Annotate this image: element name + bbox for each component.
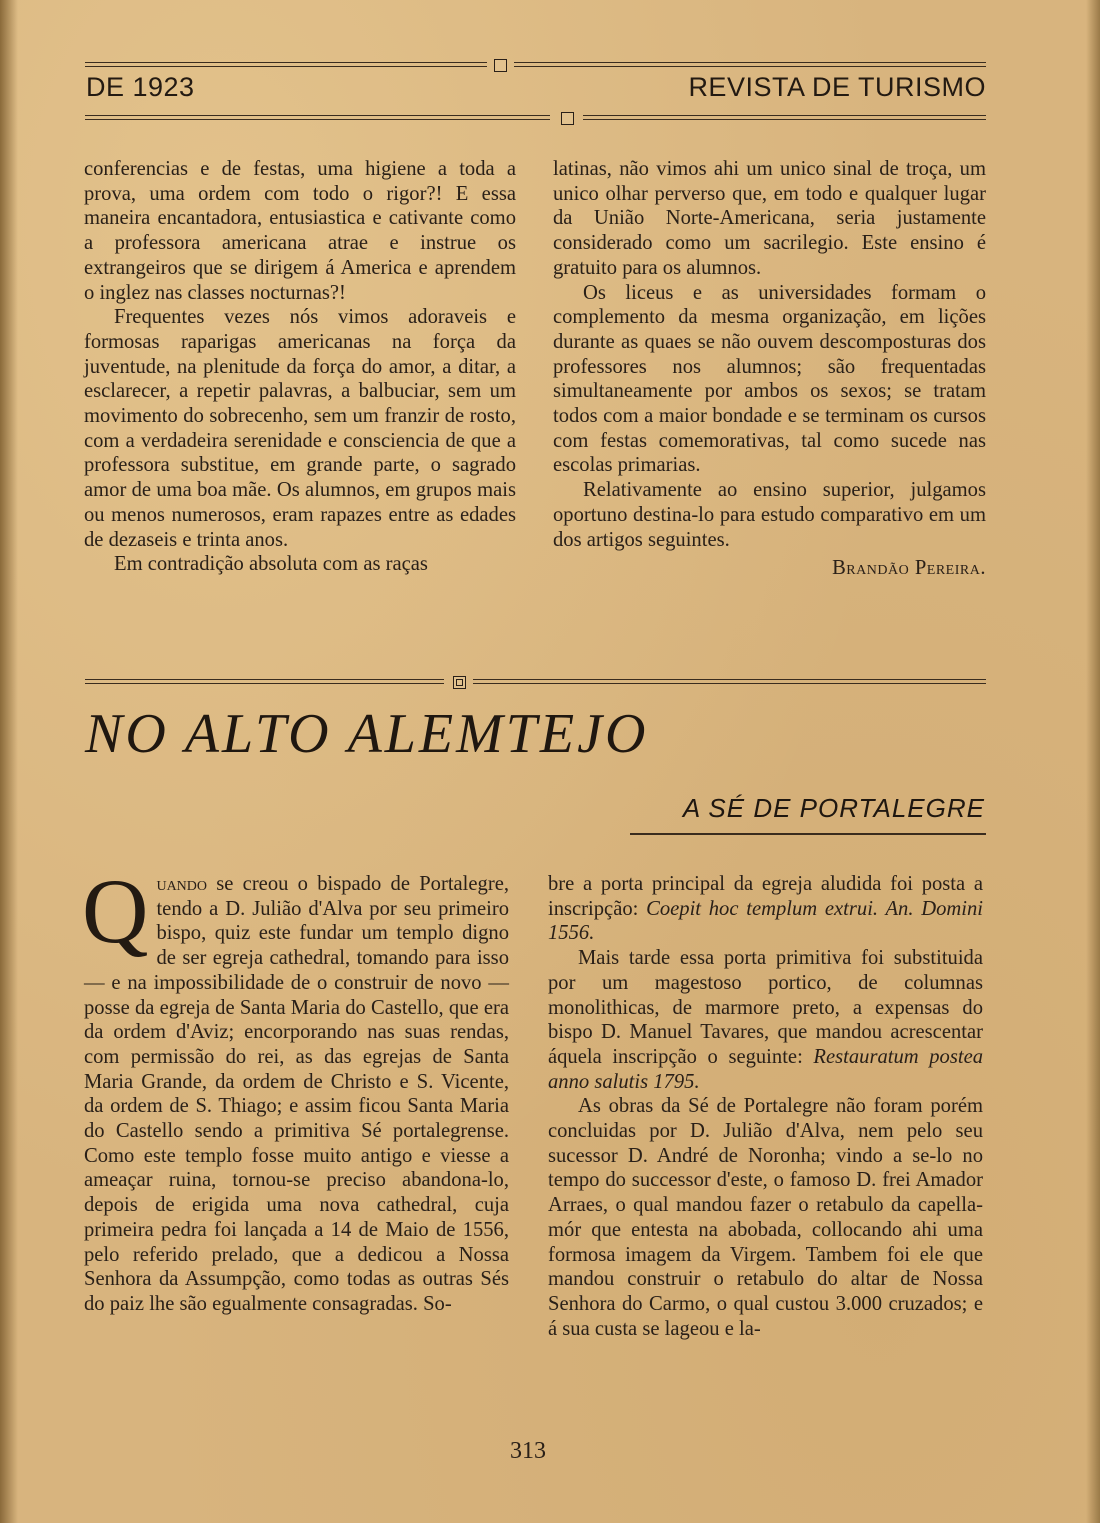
opening-text: se creou o bispado de Portalegre, tendo a D. Julião d'Alva por seu primeiro bispo, quiz este fundar um templo digno de ser egreja cathedral, tomando para isso — e na impossibilidade de o construir de novo — posse da egreja de Santa Maria do Castello, que era da ordem d'Aviz; encorporando nas suas rendas, com permissão do rei, as das egrejas de Santa Maria Grande, da ordem de Christo e S. Vicente, da ordem de S. Thiago; e assim ficou Santa Maria do Castello sendo a primitiva Sé portalegrense. Como este templo fosse muito antigo e viesse a ameaçar ruina, tornou-se preciso abandona-lo, depois de erigida uma nova cathedral, cuja primeira pedra foi lançada a 14 de Maio de 1556, pelo referido prelado, que a dedicou a Nossa Senhora da Assumpção, como todas as outras Sés do paiz lhe são egualmente consagradas. So- xyxy=(84,873,509,1315)
latin-inscription: Restauratum postea anno salutis 1795. xyxy=(548,1045,984,1093)
top-box-ornament xyxy=(494,59,507,72)
article-subtitle: A SÉ DE PORTALEGRE xyxy=(682,793,985,823)
article-title: NO ALTO ALEMTEJO xyxy=(85,703,649,765)
paragraph: conferencias e de festas, uma higiene a toda a prova, uma ordem com todo o rigor?! E essa maneira encantadora, entusiastica e cativante como a professora americana atrae e instrue os extrangeiros que se dirigem á America e aprendem o inglez nas classes nocturnas?! xyxy=(84,158,516,304)
paragraph: latinas, não vimos ahi um unico sinal de troça, um unico olhar perverso que, em todo e qualquer lugar da União Norte-Americana, seria justamente considerado como um sacrilegio. Este ensino é gratuito para os alumnos. xyxy=(553,158,986,279)
paragraph: Os liceus e as universidades formam o complemento da mesma organização, em lições durante as quaes se não ouvem descomposturas dos professores nos alumnos; são frequentadas simultaneamente por ambos os sexos; se tratam todos com a maior bondade e se terminam os cursos com festas comemorativas, tal como sucede nas escolas primarias. xyxy=(553,281,986,477)
top-rule-right-a xyxy=(514,62,986,63)
subtitle-underline xyxy=(630,833,986,835)
header-box-ornament xyxy=(561,112,574,125)
lower-right-column xyxy=(548,872,983,1341)
opening-paragraph xyxy=(82,860,509,1317)
page-edge-right xyxy=(1086,0,1100,1523)
paragraph: As obras da Sé de Portalegre não foram porém concluidas por D. Julião d'Alva, nem pelo seu sucessor D. André de Noronha; vindo a se-lo no tempo do successor d'este, o famoso D. frei Amador Arraes, o qual mandou fazer o retabulo da capella-mór que entesta na abobada, collocando ahi uma formosa imagem da Virgem. Tambem foi ele que mandou construir o retabulo do altar de Nossa Senhora do Carmo, o qual custou 3.000 cruzados; e á sua custa se lageou e la- xyxy=(548,1095,983,1340)
header-rule-right-b xyxy=(583,119,986,120)
divider-box-ornament xyxy=(453,676,466,689)
text-run: bre a porta principal da egreja aludida foi posta a inscripção: xyxy=(548,873,983,920)
page-edge-left xyxy=(0,0,18,1523)
divider-rule-left-b xyxy=(85,683,444,684)
paragraph xyxy=(548,946,983,1094)
opening-small-caps: uando xyxy=(156,873,208,895)
drop-cap: Q xyxy=(82,860,149,962)
text-run: Mais tarde essa porta primitiva foi substituida por um magestoso portico, de columnas monolithicas, de marmore preto, a expensas do bispo D. Manuel Tavares, que mandou acrescentar áquela inscripção o seguinte: xyxy=(548,947,983,1068)
author-signature: Brandão Pereira. xyxy=(832,557,986,580)
header-rule-left-a xyxy=(85,115,550,116)
top-rule-left-b xyxy=(85,66,487,67)
paragraph: Frequentes vezes nós vimos adoraveis e formosas raparigas americanas na força da juventude, na plenitude da força do amor, a ditar, a esclarecer, a repetir palavras, a balbuciar, sem um movimento do sobrecenho, sem um franzir de rosto, com a verdadeira serenidade e consciencia de que a professora substitue, em grande parte, o sagrado amor de uma boa mãe. Os alumnos, em grupos mais ou menos numerosos, eram rapazes entre as edades de dezaseis e trinta anos. xyxy=(84,306,516,551)
paragraph: Em contradição absoluta com as raças xyxy=(114,553,428,576)
divider-rule-right-b xyxy=(473,683,986,684)
header-journal-title: REVISTA DE TURISMO xyxy=(688,72,986,102)
upper-right-column xyxy=(553,157,986,581)
paragraph: Relativamente ao ensino superior, julgamos oportuno destina-lo para estudo comparativo em um dos artigos seguintes. xyxy=(553,479,986,551)
top-rule-left-a xyxy=(85,62,487,63)
upper-left-column xyxy=(84,157,516,577)
top-rule-right-b xyxy=(514,66,986,67)
divider-rule-left-a xyxy=(85,679,444,680)
header-date: DE 1923 xyxy=(86,72,195,102)
header-rule-right-a xyxy=(583,115,986,116)
header-rule-left-b xyxy=(85,119,550,120)
divider-rule-right-a xyxy=(473,679,986,680)
paragraph xyxy=(548,872,983,946)
lower-left-column xyxy=(82,860,509,1317)
page-number: 313 xyxy=(510,1438,546,1464)
latin-inscription: Coepit hoc templum extrui. An. Domini 1556. xyxy=(548,897,983,945)
